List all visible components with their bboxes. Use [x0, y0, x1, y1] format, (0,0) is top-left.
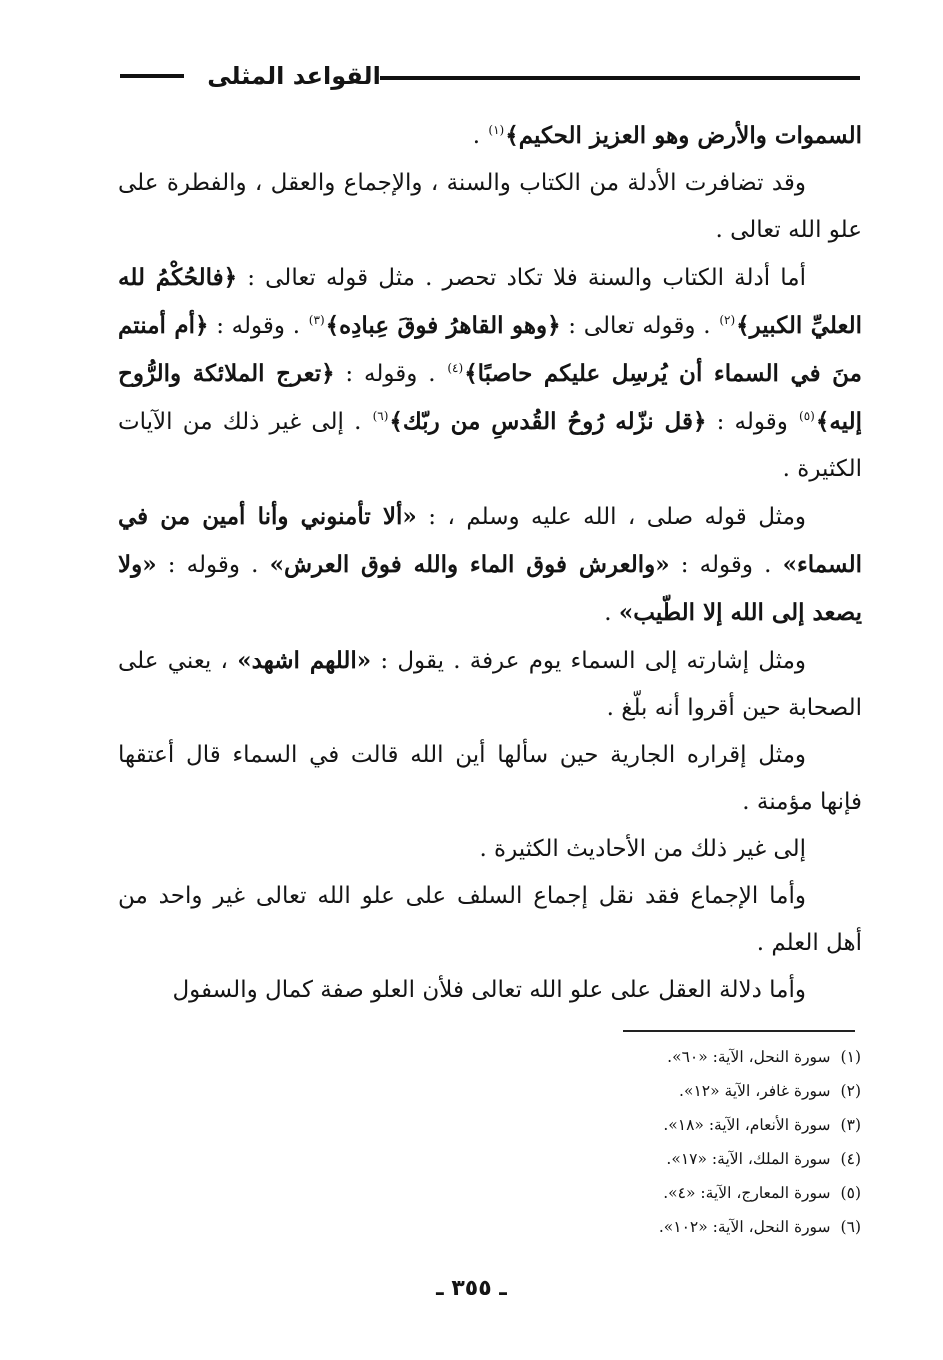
footnotes	[441, 1040, 861, 1244]
header-rule-right	[380, 76, 860, 80]
quotation: ﴿وهو القاهرُ فوقَ عِبادِه﴾	[325, 312, 561, 339]
footnote-number: (٥)	[840, 1184, 861, 1202]
footnote-item	[441, 1108, 861, 1142]
quotation: «اللهم اشهد»	[237, 647, 372, 674]
footnote-ref: (٣)	[308, 313, 325, 328]
text-run: ومثل قوله صلى ، الله عليه وسلم ، :	[416, 504, 806, 530]
footnote-separator	[623, 1030, 855, 1032]
footnote-text: سورة الأنعام، الآية: «١٨».	[663, 1116, 831, 1134]
footnote-ref: (٢)	[719, 313, 736, 328]
footnote-item	[441, 1142, 861, 1176]
paragraph	[118, 732, 862, 826]
quotation: «والعرش فوق الماء والله فوق العرش»	[269, 551, 670, 578]
text-run: إلى غير ذلك من الأحاديث الكثيرة .	[479, 836, 806, 862]
text-run: . وقوله :	[334, 361, 447, 387]
text-run: ، يعني على الصحابة حين أقروا أنه بلّغ .	[118, 648, 862, 721]
paragraph	[118, 254, 862, 493]
text-run: وقد تضافرت الأدلة من الكتاب والسنة ، والإجماع والعقل ، والفطرة على علو الله تعالى .	[118, 170, 862, 243]
footnote-number: (١)	[840, 1048, 861, 1066]
footnote-item	[441, 1176, 861, 1210]
text-run: ومثل إشارته إلى السماء يوم عرفة . يقول :	[371, 648, 807, 674]
paragraph	[118, 637, 862, 732]
text-run: وقوله :	[706, 409, 799, 435]
footnote-text: سورة الملك، الآية: «١٧».	[666, 1150, 831, 1168]
quotation: ﴿تعرج الملائكة والرُّوح إليه﴾	[118, 360, 862, 435]
quotation: ﴿قل نزّله رُوحُ القُدسِ من ربّك﴾	[389, 408, 707, 435]
paragraph	[118, 826, 862, 873]
paragraph	[118, 160, 862, 254]
footnote-number: (٣)	[840, 1116, 861, 1134]
footnote-text: سورة النحل، الآية: «٦٠».	[667, 1048, 831, 1066]
footnote-ref: (١)	[488, 123, 505, 138]
footnote-item	[441, 1074, 861, 1108]
paragraph	[118, 873, 862, 967]
text-run: وأما الإجماع فقد نقل إجماع السلف على علو الله تعالى غير واحد من أهل العلم .	[118, 883, 862, 956]
footnote-text: سورة المعارج، الآية: «٤».	[663, 1184, 831, 1202]
footnote-text: سورة غافر، الآية «١٢».	[679, 1082, 831, 1100]
quotation: ﴿أم أمنتم منَ في السماء أن يُرسِل عليكم حاصبًا﴾	[118, 312, 862, 387]
footnote-text: سورة النحل، الآية: «١٠٢».	[658, 1218, 831, 1236]
footnote-ref: (٦)	[372, 409, 389, 424]
quotation: «ولا يصعد إلى الله إلا الطّيب»	[118, 551, 862, 626]
paragraph	[118, 967, 862, 1014]
footnote-number: (٦)	[840, 1218, 861, 1236]
text-run: أما أدلة الكتاب والسنة فلا تكاد تحصر . مثل قوله تعالى :	[237, 265, 806, 291]
footnote-number: (٢)	[840, 1082, 861, 1100]
book-title: القواعد المثلى	[207, 62, 381, 90]
footnote-item	[441, 1210, 861, 1244]
text-run: .	[604, 600, 619, 626]
text-run: . وقوله :	[669, 552, 783, 578]
footnote-ref: (٤)	[447, 361, 464, 376]
footnote-ref: (٥)	[799, 409, 815, 424]
quotation: السموات والأرض وهو العزيز الحكيم﴾	[505, 122, 862, 149]
main-text	[118, 112, 862, 1014]
text-run: .	[472, 123, 488, 149]
page-number: ـ ٣٥٥ ـ	[436, 1276, 507, 1301]
quotation: ﴿فالحُكْمُ لله العليِّ الكبير﴾	[118, 264, 863, 339]
quotation: «ألا تأمنوني وأنا أمين من في السماء»	[118, 503, 862, 578]
footnote-number: (٤)	[840, 1150, 861, 1168]
paragraph	[118, 493, 862, 637]
paragraph	[118, 112, 862, 160]
text-run: . إلى غير ذلك من الآيات الكثيرة .	[118, 409, 862, 482]
text-run: وأما دلالة العقل على علو الله تعالى فلأن العلو صفة كمال والسفول	[172, 977, 806, 1003]
text-run: . وقوله تعالى :	[560, 313, 719, 339]
header-rule-left	[120, 74, 184, 78]
text-run: . وقوله :	[208, 313, 308, 339]
running-header	[120, 58, 860, 98]
text-run: . وقوله :	[156, 552, 270, 578]
text-run: ومثل إقراره الجارية حين سألها أين الله قالت في السماء قال أعتقها فإنها مؤمنة .	[118, 742, 862, 815]
footnote-item	[441, 1040, 861, 1074]
